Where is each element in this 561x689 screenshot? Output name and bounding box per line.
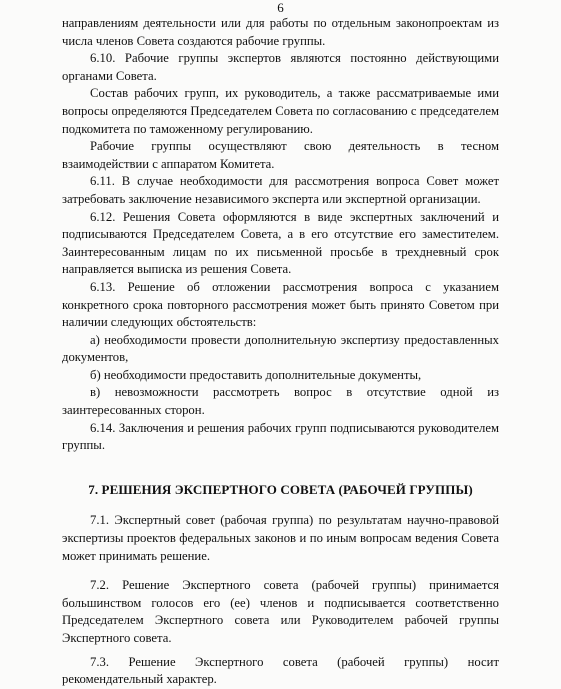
paragraph-6-13: 6.13. Решение об отложении рассмотрения вопроса с указанием конкретного срока повторного рассмотрения может быть принято Советом при наличии следующих обстоятельств: xyxy=(62,279,499,330)
paragraph-continuation: направлениям деятельности или для работы по отдельным законопроектам из числа членов Совета создаются рабочие группы. xyxy=(62,16,499,48)
paragraph-7-1: 7.1. Экспертный совет (рабочая группа) по результатам научно-правовой экспертизы проектов федеральных законов и по иным вопросам ведения Совета может принимать решение. xyxy=(62,513,499,563)
page-number: 6 xyxy=(277,0,284,15)
list-item-a: а) необходимости провести дополнительную экспертизу предоставленных документов, xyxy=(62,332,499,365)
list-item-v: в) невозможности рассмотреть вопрос в отсутствие одной из заинтересованных сторон. xyxy=(62,385,499,418)
paragraph-7-3: 7.3. Решение Экспертного совета (рабочей группы) носит рекомендательный характер. xyxy=(62,654,499,687)
paragraph-6-14: 6.14. Заключения и решения рабочих групп подписываются руководителем группы. xyxy=(62,420,499,453)
section-6-body xyxy=(62,15,499,455)
section-7-body xyxy=(62,512,499,688)
list-item-b: б) необходимости предоставить дополнительные документы, xyxy=(90,367,422,382)
section-7-heading: 7. РЕШЕНИЯ ЭКСПЕРТНОГО СОВЕТА (РАБОЧЕЙ ГРУППЫ) xyxy=(88,481,473,497)
paragraph-7-2: 7.2. Решение Экспертного совета (рабочей группы) принимается большинством голосов его (ее) членов и подписывается соответственно Председателем Экспертного совета или Руководителем рабочей группы Экспертного совета. xyxy=(62,578,499,645)
paragraph-6-11: 6.11. В случае необходимости для рассмотрения вопроса Совет может затребовать заключение независимого эксперта или экспертной организации. xyxy=(62,174,499,206)
paragraph-working-group-composition: Состав рабочих групп, их руководитель, а также рассматриваемые ими вопросы определяются Председателем Совета по согласованию с председателем подкомитета по таможенному регулированию. xyxy=(62,86,499,136)
paragraph-6-10: 6.10. Рабочие группы экспертов являются постоянно действующими органами Совета. xyxy=(62,51,499,83)
paragraph-working-group-interaction: Рабочие группы осуществляют свою деятельность в тесном взаимодействии с аппаратом Комитета. xyxy=(62,139,499,171)
paragraph-6-12: 6.12. Решения Совета оформляются в виде экспертных заключений и подписываются Председателем Совета, а в его отсутствие его заместителем. Заинтересованным лицам по их письменной просьбе в трехдневный срок направляется выписка из решения Совета. xyxy=(62,209,499,277)
